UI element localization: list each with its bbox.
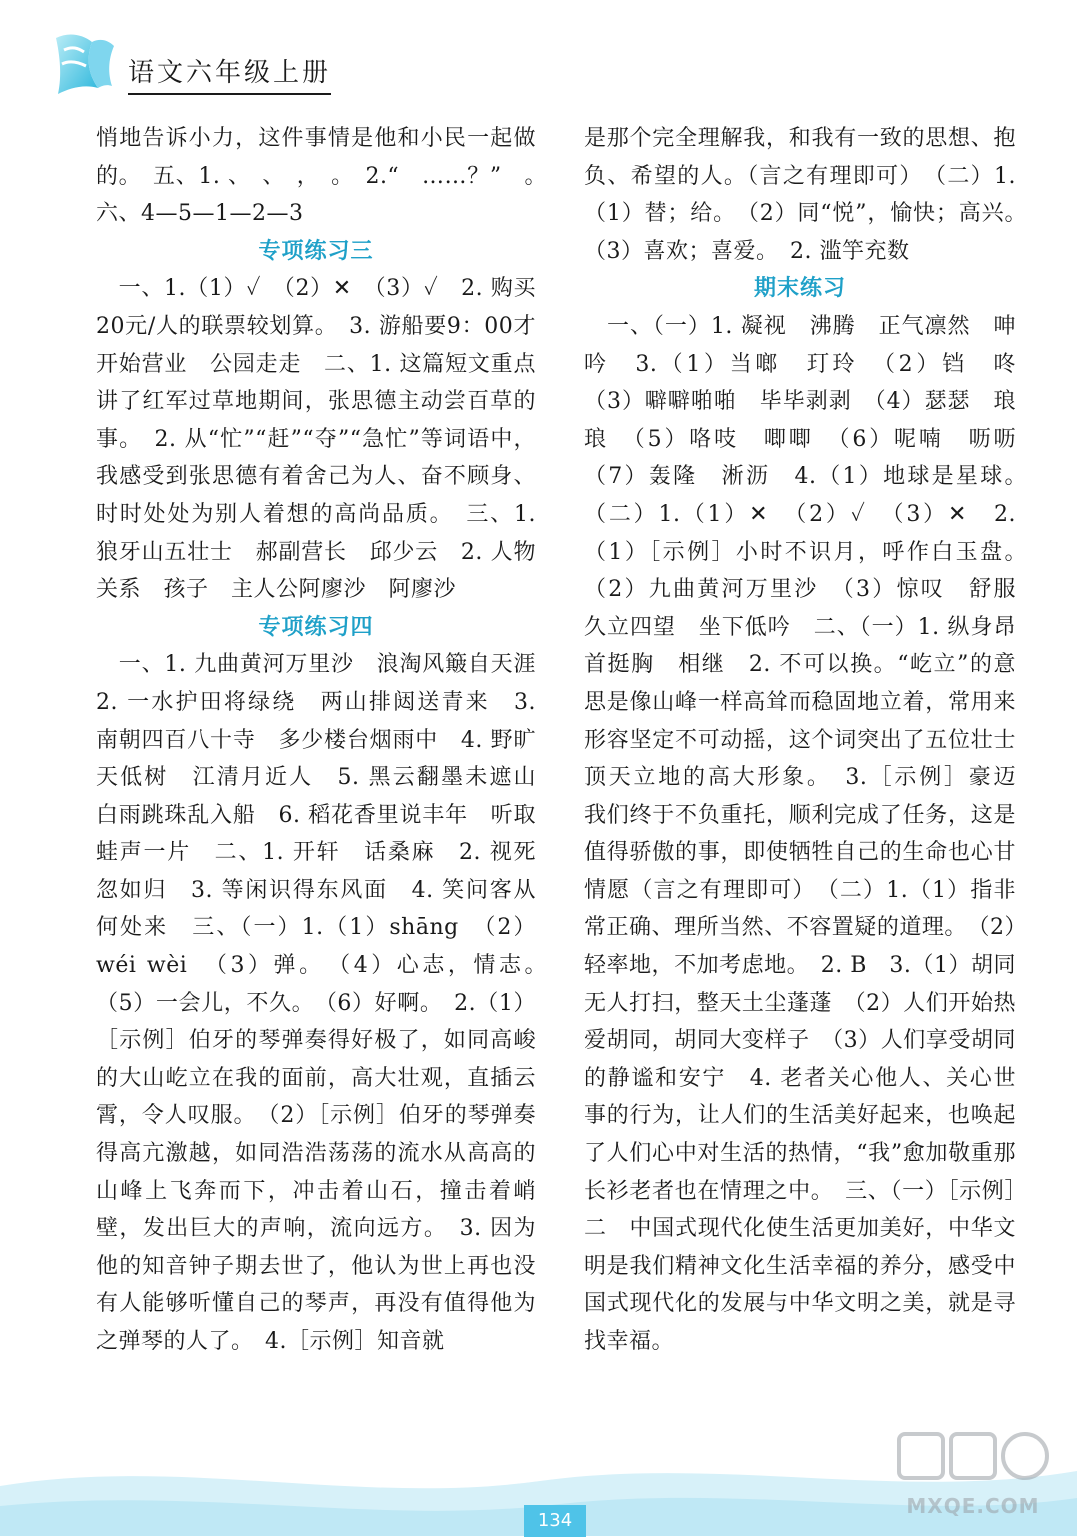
answer-paragraph: 一、1.（1）✓ （2）✕ （3）✓ 2. 购买20元/人的联票较划算。 3. 游船要9：00才开始营业 公园走走 二、1. 这篇短文重点讲了红军过草地期间，张思德主动尝百草的事。 2. 从“忙”“赶”“夺”“急忙”等词语中，我感受到张思德有着舍己为人、奋不顾身、时时处处为别人着想的高尚品质。 三、1. 狼牙山五壮士 郝副营长 邱少云 2. 人物关系 孩子 主人公阿廖沙 阿廖沙 xyxy=(96,276,536,603)
right-column xyxy=(584,120,1039,1361)
watermark xyxy=(893,1428,1053,1518)
book-title: 语文六年级上册 xyxy=(128,52,331,95)
book-logo-icon xyxy=(48,28,118,100)
left-column xyxy=(96,120,559,1361)
answer-paragraph: 一、（一）1. 凝视 沸腾 正气凛然 呻吟 3.（1）当啷 玎玲 （2）铛 咚 （3）噼噼啪啪 毕毕剥剥 （4）瑟瑟 琅琅 （5）咯吱 唧唧 （6）呢喃 呖呖 （7）轰隆 淅沥 4.（1）地球是星球。 （二）1.（1）✕ （2）✓ （3）✕ 2.（1）［示例］小时不识月，呼作白玉盘。 （2）九曲黄河万里沙 （3）惊叹 舒服 久立四望 坐下低吟 二、（一）1. 纵身昂首挺胸 相继 2. 不可以换。“屹立”的意思是像山峰一样高耸而稳固地立着，常用来形容坚定不可动摇，这个词突出了五位壮士顶天立地的高大形象。 3.［示例］豪迈 我们终于不负重托，顺利完成了任务，这是值得骄傲的事，即使牺牲自己的生命也心甘情愿（言之有理即可） （二）1.（1）指非常正确、理所当然、不容置疑的道理。 （2）轻率地，不加考虑地。 2. B 3.（1）胡同无人打扫，整天土尘蓬蓬 （2）人们开始热爱胡同，胡同大变样子 （3）人们享受胡同的静谧和安宁 4. 老者关心他人、关心世事的行为，让人们的生活美好起来，也唤起了人们心中对生活的热情，“我”愈加敬重那长衫老者也在情理之中。 三、（一）［示例］二 中国式现代化使生活更加美好，中华文明是我们精神文化生活幸福的养分，感受中国式现代化的发展与中华文明之美，就是寻找幸福。 xyxy=(584,313,1039,1354)
answer-paragraph: 悄地告诉小力，这件事情是他和小民一起做的。 五、1. 、 、 ， 。 2.“ ……？” 。 六、4—5—1—2—3 xyxy=(96,126,559,227)
watermark-logo-icon xyxy=(893,1428,1053,1492)
answer-paragraph: 是那个完全理解我，和我有一致的思想、抱负、希望的人。（言之有理即可） （二）1.（1）替；给。 （2）同“悦”，愉快；高兴。 （3）喜欢；喜爱。 2. 滥竽充数 xyxy=(584,126,1039,264)
section-title: 专项练习四 xyxy=(258,614,374,640)
section-title: 专项练习三 xyxy=(258,238,374,264)
answer-paragraph: 一、1. 九曲黄河万里沙 浪淘风簸自天涯 2. 一水护田将绿绕 两山排闼送青来 3. 南朝四百八十寺 多少楼台烟雨中 4. 野旷天低树 江清月近人 5. 黑云翻墨未遮山 白雨跳珠乱入船 6. 稻花香里说丰年 听取蛙声一片 二、1. 开轩 话桑麻 2. 视死忽如归 3. 等闲识得东风面 4. 笑问客从何处来 三、（一）1.（1）shāng （2）wéi wèi （3）弹。 （4）心志，情志。 （5）一会儿，不久。 （6）好啊。 2.（1）［示例］伯牙的琴弹奏得好极了，如同高峻的大山屹立在我的面前，高大壮观，直插云霄，令人叹服。 （2）［示例］伯牙的琴弹奏得高亢激越，如同浩浩荡荡的流水从高高的山峰上飞奔而下，冲击着山石，撞击着峭壁，发出巨大的声响，流向远方。 3. 因为他的知音钟子期去世了，他认为世上再也没有人能够听懂自己的琴声，再没有值得他为之弹琴的人了。 4.［示例］知音就 xyxy=(96,652,559,1354)
page-header xyxy=(0,0,1077,110)
watermark-text: MXQE.COM xyxy=(906,1494,1040,1518)
page-number: 134 xyxy=(524,1505,586,1537)
section-title: 期末练习 xyxy=(753,276,846,302)
